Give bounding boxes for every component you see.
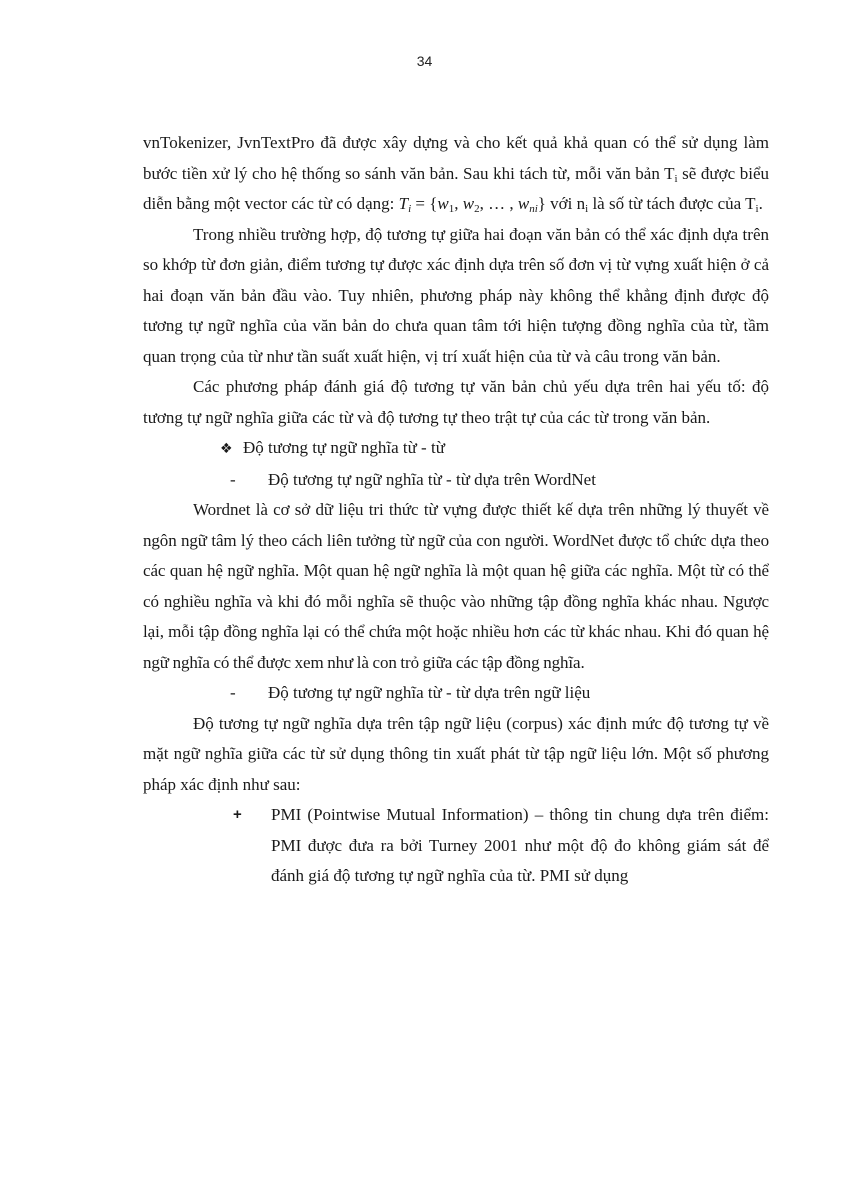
para1-text-mid: sẽ được biểu diễn bằng một vector các từ có dạng: [143, 163, 769, 213]
paragraph-wordnet: Wordnet là cơ sở dữ liệu tri thức từ vựng được thiết kế dựa trên những lý thuyết về ngôn ngữ tâm lý theo cách liên tưởng từ ngữ của con người. WordNet được tổ chức dựa theo các quan hệ ngữ nghĩa. Một quan hệ ngữ nghĩa là một quan hệ giữa các nghĩa. Một từ có thể có nghiều nghĩa và khi đó mỗi nghĩa sẽ thuộc vào những tập đồng nghĩa khác nhau. Ngược lại, mỗi tập đồng nghĩa lại có thể chứa một hoặc nhiều hơn các từ khác nhau. Khi đó quan hệ ngữ nghĩa có thể được xem như là con trỏ giữa các tập đồng nghĩa. [143, 500, 769, 672]
para1-text-after2: là số từ tách được của T [588, 194, 756, 213]
para1-subscript-i2: i [585, 203, 589, 215]
paragraph-corpus: Độ tương tự ngữ nghĩa dựa trên tập ngữ liệu (corpus) xác định mức độ tương tự về mặt ngữ nghĩa giữa các từ sử dụng thông tin xuất phát từ tập ngữ liệu lớn. Một số phương pháp xác định như sau: [143, 713, 769, 794]
plus-item-pmi [143, 800, 769, 892]
para1-text-end: . [758, 194, 763, 213]
para1-subscript-i: i [674, 172, 678, 185]
dash-item-corpus-label: Độ tương tự ngữ nghĩa từ - từ dựa trên ngữ liệu [268, 683, 591, 702]
paragraph-word-matching: Trong nhiều trường hợp, độ tương tự giữa hai đoạn văn bản có thể xác định dựa trên so khớp từ đơn giản, điểm tương tự được xác định dựa trên số đơn vị từ vựng xuất hiện ở cả hai đoạn văn bản đầu vào. Tuy nhiên, phương pháp này không thể khẳng định được độ tương tự ngữ nghĩa của văn bản do chưa quan tâm tới hiện tượng đồng nghĩa của từ, tầm quan trọng của từ như tần suất xuất hiện, vị trí xuất hiện của từ và câu trong văn bản. [143, 224, 769, 366]
dash-item-wordnet-label: Độ tương tự ngữ nghĩa từ - từ dựa trên WordNet [268, 469, 596, 489]
paragraph-tokenization [143, 128, 769, 220]
dash-marker: - [230, 683, 236, 702]
page-body [143, 128, 769, 892]
bullet-word-similarity-label: Độ tương tự ngữ nghĩa từ - từ [243, 438, 445, 457]
dash-item-wordnet [143, 465, 769, 496]
plus-marker: + [233, 806, 242, 823]
bullet-word-similarity [143, 433, 769, 465]
plus-item-pmi-text: PMI (Pointwise Mutual Information) – thông tin chung dựa trên điểm: PMI được đưa ra bởi Turney 2001 như một độ đo không giám sát để đánh giá độ tương tự ngữ nghĩa của từ. PMI sử dụng [271, 805, 769, 885]
page-number: 34 [416, 53, 433, 69]
dash-marker: - [230, 469, 236, 489]
para1-subscript-i3: i [755, 203, 759, 215]
vector-formula: $T_i = \{w_1$, $w_2$, … , $w_{ni}$} [398, 194, 546, 215]
para1-text-before: vnTokenizer, JvnTextPro đã được xây dựng và cho kết quả khả quan có thể sử dụng làm bước tiền xử lý cho hệ thống so sánh văn bản. Sau khi tách từ, mỗi văn bản T [143, 133, 769, 183]
dash-item-corpus [143, 678, 769, 709]
paragraph-evaluation-methods: Các phương pháp đánh giá độ tương tự văn bản chủ yếu dựa trên hai yếu tố: độ tương tự ngữ nghĩa giữa các từ và độ tương tự theo trật tự của các từ trong văn bản. [143, 377, 769, 427]
para1-text-after: với n [545, 194, 586, 213]
diamond-bullet-icon: ❖ [220, 441, 233, 457]
